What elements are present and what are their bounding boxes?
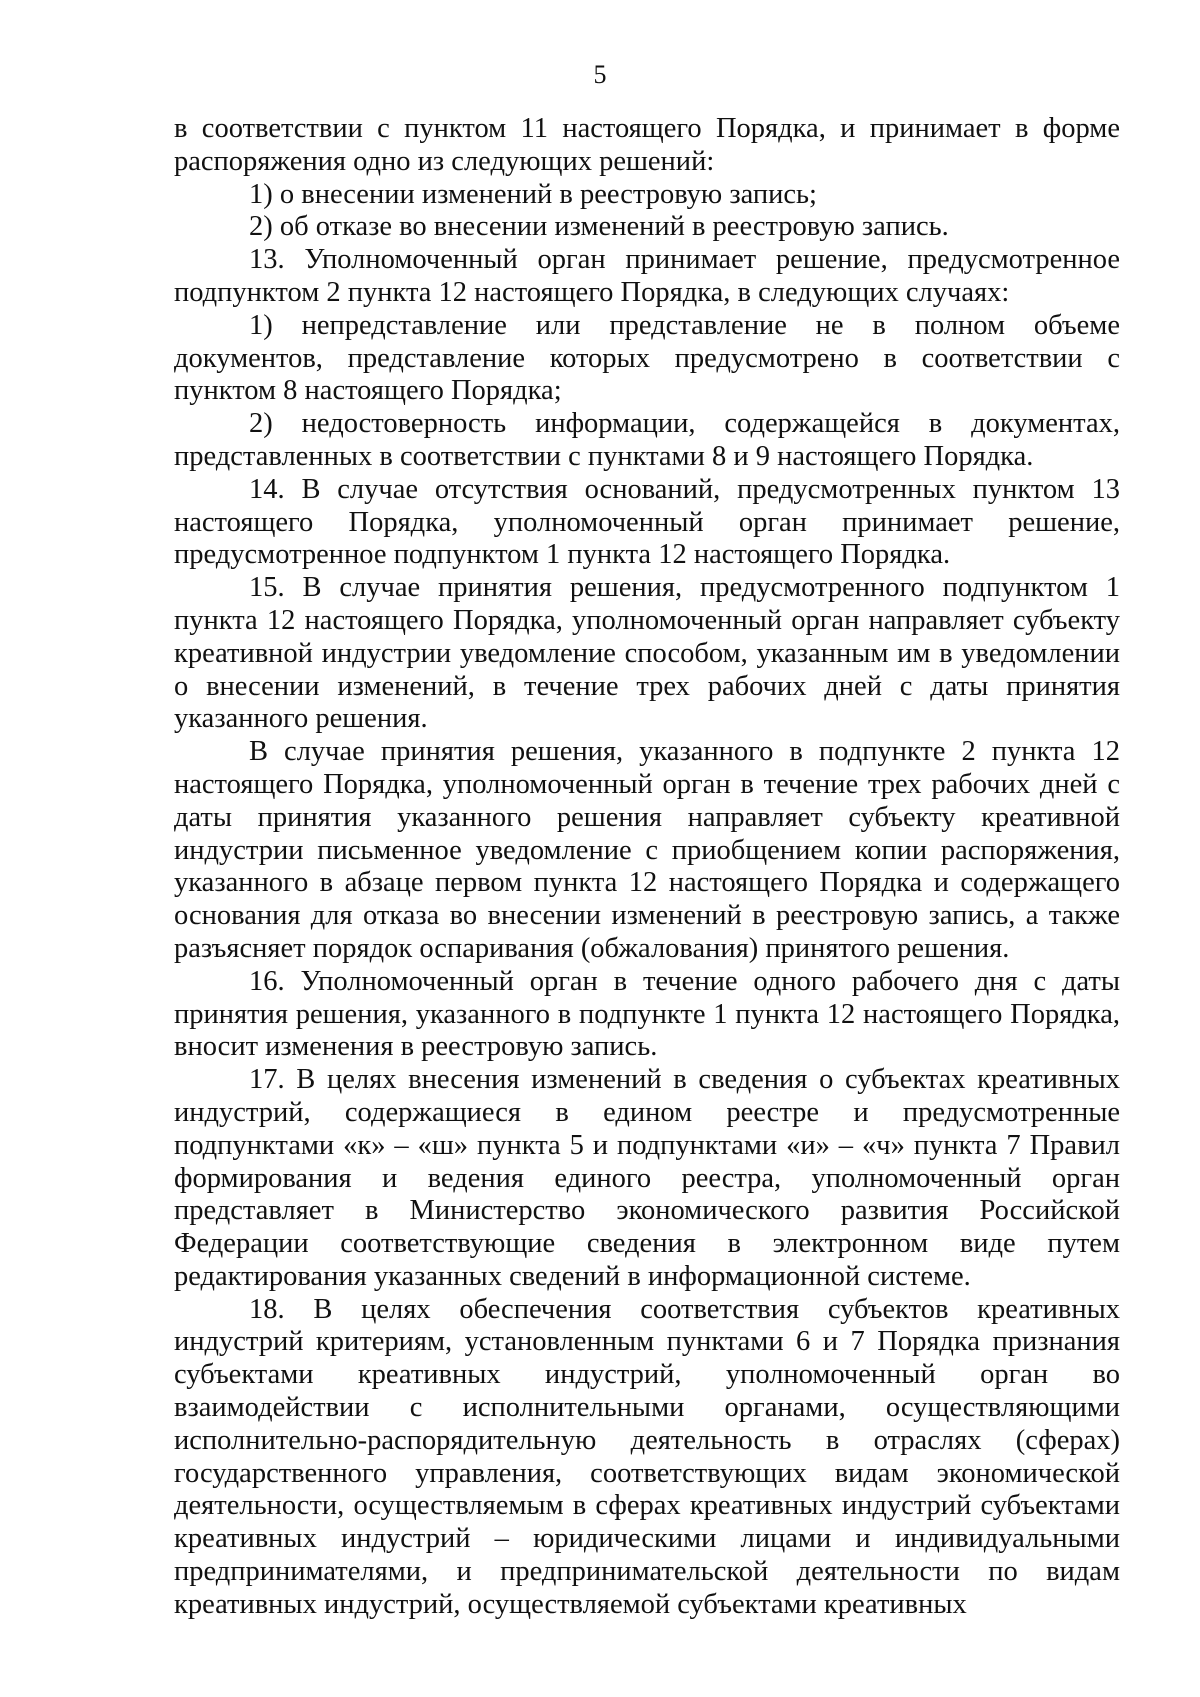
paragraph-decision-2: 2) об отказе во внесении изменений в реестровую запись. xyxy=(249,211,949,243)
paragraph-item-18: 18. В целях обеспечения соответствия субъектов креативных индустрий критериям, установленным пунктами 6 и 7 Порядка признания субъектами креативных индустрий, уполномоченный орган во взаимодействии с исполнительными органами, осуществляющими исполнительно-распорядительную деятельность в отраслях (сферах) государственного управления, соответствующих видам экономической деятельности, осуществляемым в сферах креативных индустрий субъектами креативных индустрий – юридическими лицами и индивидуальными предпринимателями, и предпринимательской деятельности по видам креативных индустрий, осуществляемой субъектами креативных xyxy=(174,1293,1120,1620)
paragraph-item-13-case-2: 2) недостоверность информации, содержащейся в документах, представленных в соответствии с пунктами 8 и 9 настоящего Порядка. xyxy=(174,408,1120,472)
document-body xyxy=(174,113,1120,1622)
paragraph-item-14: 14. В случае отсутствия оснований, предусмотренных пунктом 13 настоящего Порядка, уполномоченный орган принимает решение, предусмотренное подпунктом 1 пункта 12 настоящего Порядка. xyxy=(174,473,1120,571)
paragraph-item-13: 13. Уполномоченный орган принимает решение, предусмотренное подпунктом 2 пункта 12 настоящего Порядка, в следующих случаях: xyxy=(174,244,1120,308)
paragraph-item-15: 15. В случае принятия решения, предусмотренного подпунктом 1 пункта 12 настоящего Порядка, уполномоченный орган направляет субъекту креативной индустрии уведомление способом, указанным им в уведомлении о внесении изменений, в течение трех рабочих дней с даты принятия указанного решения. xyxy=(174,572,1120,735)
paragraph-item-16: 16. Уполномоченный орган в течение одного рабочего дня с даты принятия решения, указанного в подпункте 1 пункта 12 настоящего Порядка, вносит изменения в реестровую запись. xyxy=(174,965,1120,1063)
paragraph-item-15-refusal: В случае принятия решения, указанного в подпункте 2 пункта 12 настоящего Порядка, уполномоченный орган в течение трех рабочих дней с даты принятия указанного решения направляет субъекту креативной индустрии письменное уведомление с приобщением копии распоряжения, указанного в абзаце первом пункта 12 настоящего Порядка и содержащего основания для отказа во внесении изменений в реестровую запись, а также разъясняет порядок оспаривания (обжалования) принятого решения. xyxy=(174,736,1120,964)
paragraph-item-13-case-1: 1) непредставление или представление не в полном объеме документов, представление которых предусмотрено в соответствии с пунктом 8 настоящего Порядка; xyxy=(174,309,1120,407)
paragraph-intro-continuation: в соответствии с пунктом 11 настоящего Порядка, и принимает в форме распоряжения одно из следующих решений: xyxy=(174,113,1120,177)
page-number: 5 xyxy=(593,60,607,89)
paragraph-decision-1: 1) о внесении изменений в реестровую запись; xyxy=(249,178,817,210)
paragraph-item-17: 17. В целях внесения изменений в сведения о субъектах креативных индустрий, содержащиеся в едином реестре и предусмотренные подпунктами «к» – «ш» пункта 5 и подпунктами «и» – «ч» пункта 7 Правил формирования и ведения единого реестра, уполномоченный орган представляет в Министерство экономического развития Российской Федерации соответствующие сведения в электронном виде путем редактирования указанных сведений в информационной системе. xyxy=(174,1064,1120,1292)
